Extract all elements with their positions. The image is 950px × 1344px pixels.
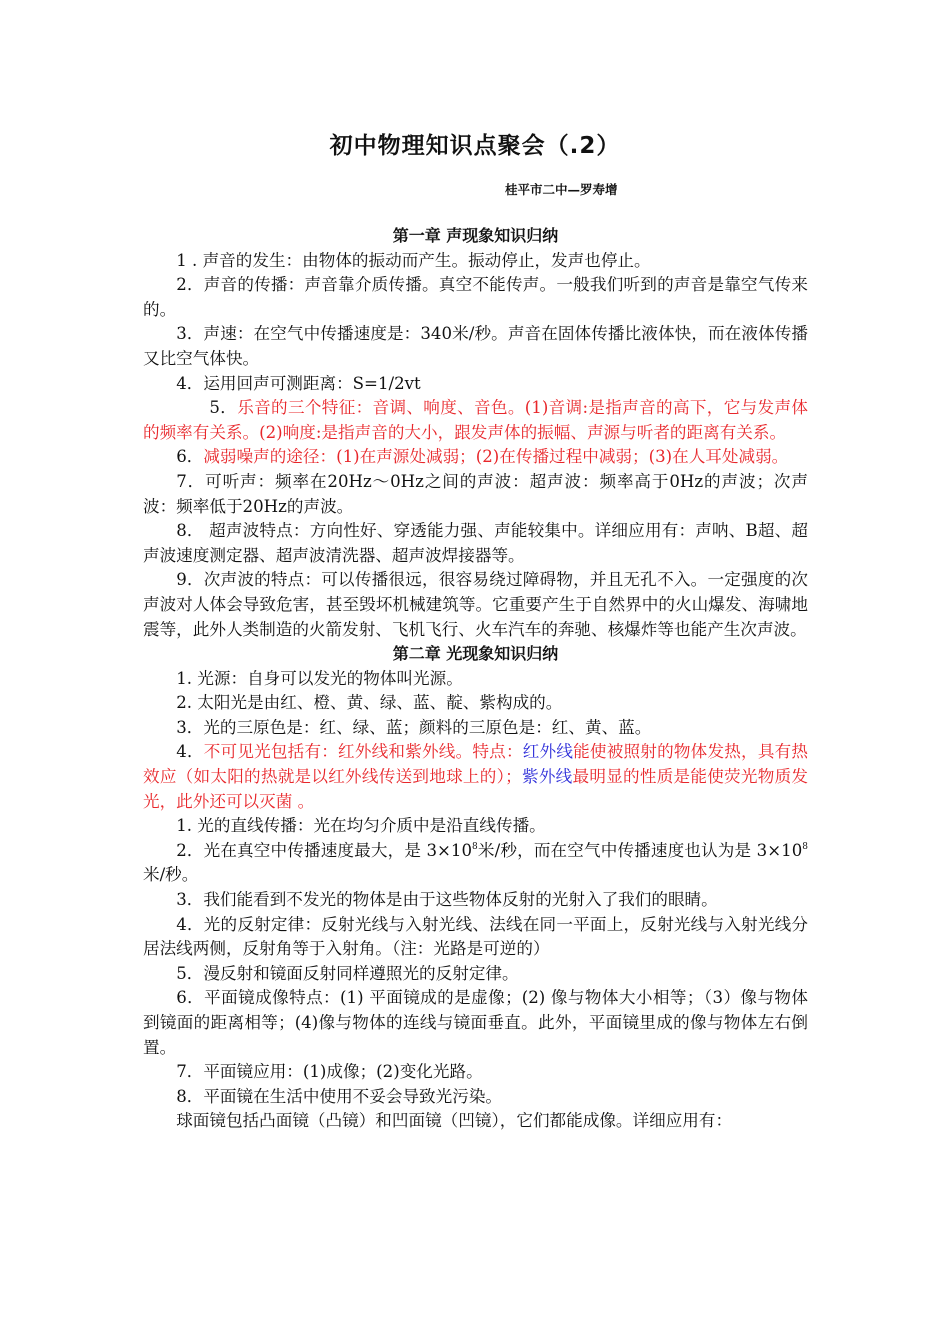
highlighted-text: 不可见光包括有：红外线和紫外线。特点： (203, 742, 523, 762)
paragraph (143, 445, 808, 470)
highlighted-text: 减弱噪声的途径：(1)在声源处减弱；(2)在传播过程中减弱；(3)在人耳处减弱。 (203, 447, 789, 467)
text-segment: 米/秒，而在空气中传播速度也认为是 3×10 (477, 840, 803, 860)
chapter-heading: 第二章 光现象知识归纳 (392, 644, 559, 664)
exponent: 8 (802, 841, 808, 852)
paragraph: 3．声速：在空气中传播速度是：340米/秒。声音在固体传播比液体快，而在液体传播又比空气体快。 (143, 324, 808, 368)
highlighted-text: 能使被照射的物体发热，具有热效应（如太阳的热就是以红外线传送到地球上的）； (143, 742, 809, 787)
paragraph: 4．运用回声可测距离：S=1/2vt (176, 373, 421, 393)
paragraph: 7．可听声：频率在20Hz～0Hz之间的声波：超声波：频率高于0Hz的声波；次声波：频率低于20Hz的声波。 (143, 471, 808, 516)
highlighted-term: 红外线 (522, 742, 574, 762)
item-number: 6． (176, 447, 204, 467)
paragraph: 8．平面镜在生活中使用不妥会导致光污染。 (176, 1086, 503, 1106)
text-segment: 2．光在真空中传播速度最大，是 3×10 (176, 840, 473, 860)
text-segment: 米/秒。 (143, 865, 199, 885)
chapter-heading: 第一章 声现象知识归纳 (392, 226, 559, 245)
paragraph: 2. 太阳光是由红、橙、黄、绿、蓝、靛、紫构成的。 (176, 693, 563, 713)
paragraph: 8． 超声波特点：方向性好、穿透能力强、声能较集中。详细应用有：声呐、B超、超声波速度测定器、超声波清洗器、超声波焊接器等。 (143, 521, 808, 565)
paragraph: 3．我们能看到不发光的物体是由于这些物体反射的光射入了我们的眼睛。 (176, 890, 718, 910)
highlighted-term: 紫外线 (521, 767, 573, 787)
highlighted-text: 乐音的三个特征：音调、响度、音色。(1)音调:是指声音的高下，它与发声体的频率有关系。(2)响度:是指声音的大小，跟发声体的振幅、声源与听者的距离有关系。 (143, 398, 808, 442)
paragraph: 3．光的三原色是：红、绿、蓝；颜料的三原色是：红、黄、蓝。 (176, 717, 652, 737)
paragraph: 9．次声波的特点：可以传播很远，很容易绕过障碍物，并且无孔不入。一定强度的次声波对人体会导致危害，甚至毁坏机械建筑等。它重要产生于自然界中的火山爆发、海啸地震等，此外人类制造的火箭发射、飞机飞行、火车汽车的奔驰、核爆炸等也能产生次声波。 (143, 570, 808, 639)
paragraph: 4．光的反射定律：反射光线与入射光线、法线在同一平面上，反射光线与入射光线分居法线两侧，反射角等于入射角。（注：光路是可逆的） (143, 914, 808, 959)
paragraph: 1 . 声音的发生：由物体的振动而产生。振动停止，发声也停止。 (176, 250, 651, 270)
highlighted-text: 最明显的性质是能使荧光物质发光，此外还可以灭菌 。 (143, 767, 809, 811)
paragraph: 球面镜包括凸面镜（凸镜）和凹面镜（凹镜），它们都能成像。详细应用有： (176, 1111, 733, 1131)
page-title: 初中物理知识点聚会（.2） (329, 133, 621, 159)
paragraph: 2．声音的传播：声音靠介质传播。真空不能传声。一般我们听到的声音是靠空气传来的。 (143, 275, 808, 319)
paragraph: 1. 光的直线传播：光在均匀介质中是沿直线传播。 (176, 816, 546, 836)
exponent: 8 (472, 841, 478, 852)
paragraph: 6．平面镜成像特点：(1) 平面镜成的是虚像；(2) 像与物体大小相等；（3）像与物体到镜面的距离相等；(4)像与物体的连线与镜面垂直。此外，平面镜里成的像与物体左右倒置。 (143, 988, 808, 1057)
item-number: 5． (209, 398, 238, 418)
author-line: 桂平市二中—罗寿增 (505, 182, 618, 197)
document-body (143, 224, 808, 1134)
item-number: 4． (176, 742, 204, 762)
paragraph: 5．漫反射和镜面反射同样遵照光的反射定律。 (176, 963, 519, 983)
paragraph (143, 396, 808, 445)
paragraph: 1. 光源：自身可以发光的物体叫光源。 (176, 668, 463, 688)
paragraph (143, 740, 808, 814)
paragraph: 7．平面镜应用：(1)成像；(2)变化光路。 (176, 1062, 483, 1082)
paragraph (143, 839, 808, 888)
